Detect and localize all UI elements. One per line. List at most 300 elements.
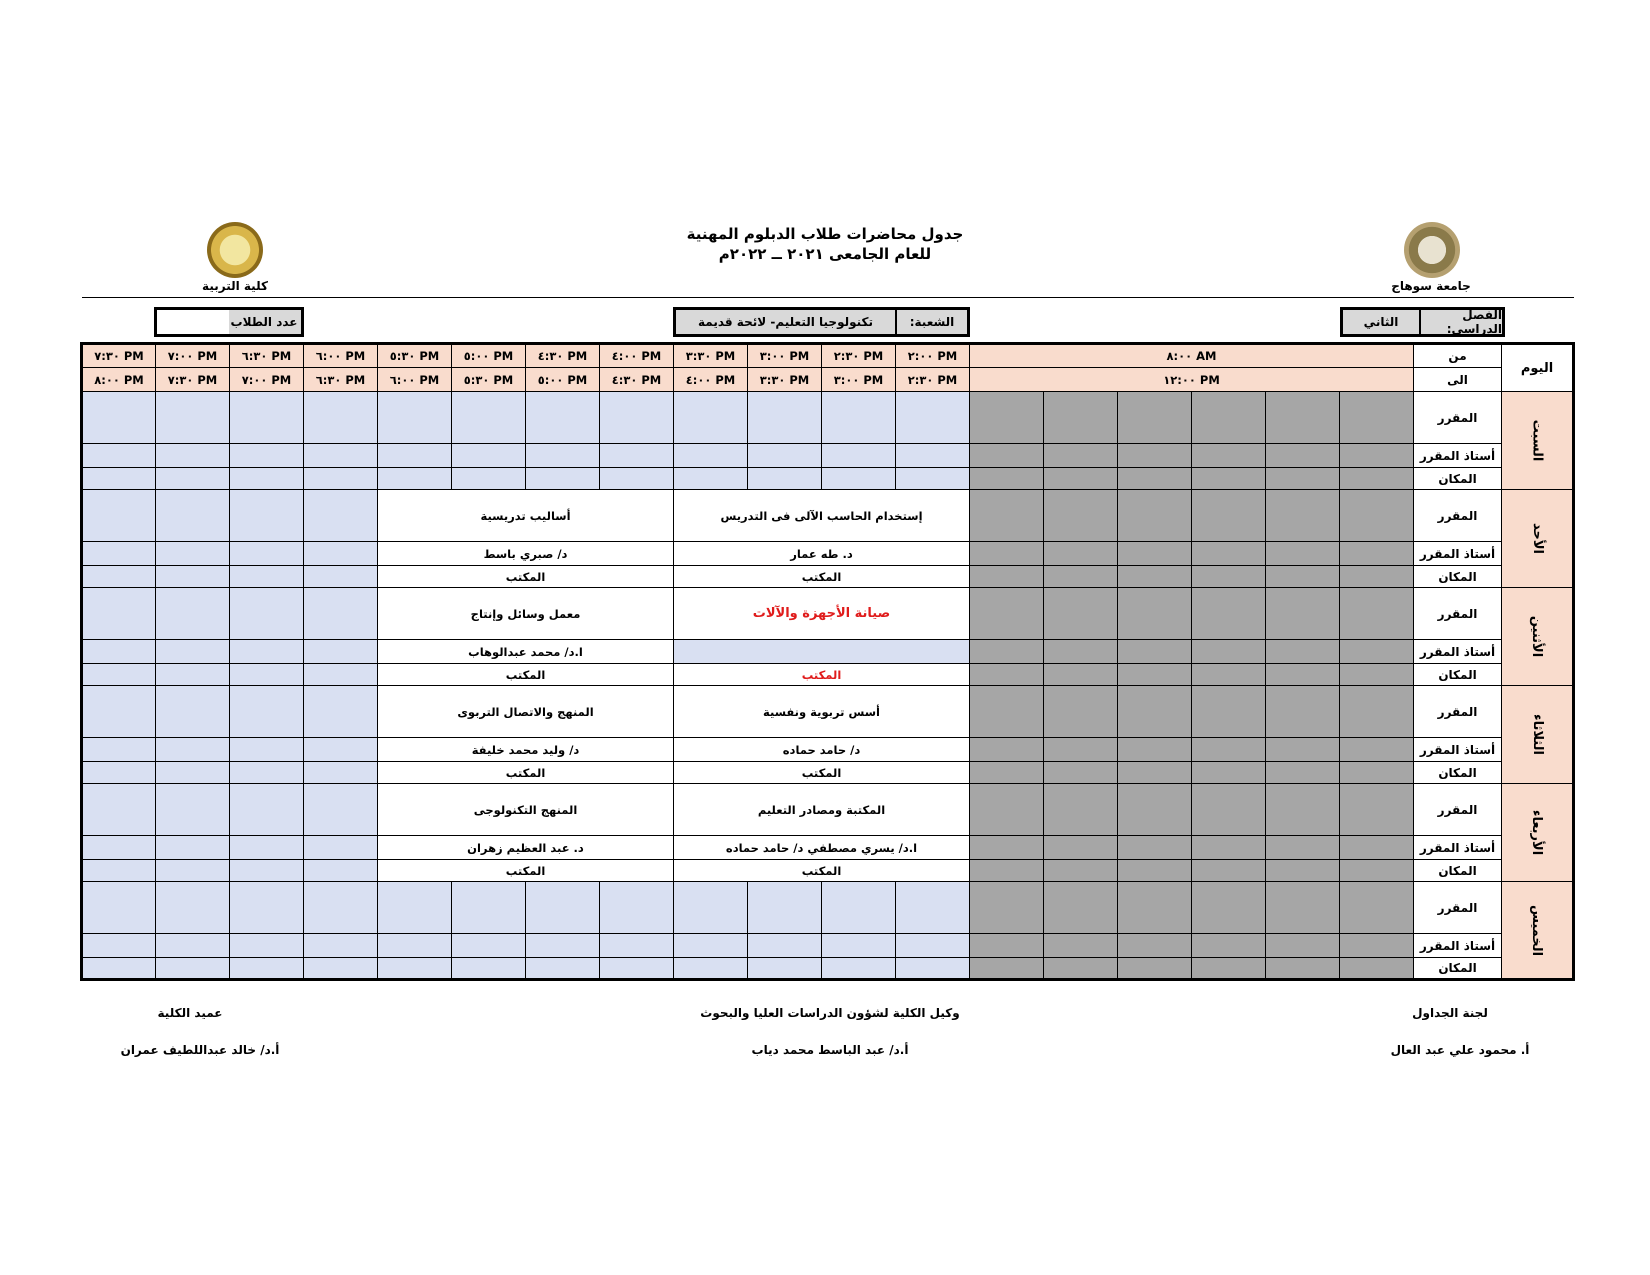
morning-slot	[1192, 444, 1266, 468]
row-label-course: المقرر	[1414, 784, 1502, 836]
morning-slot	[1266, 860, 1340, 882]
branch-value: تكنولوجيا التعليم- لائحة قديمة	[676, 310, 895, 334]
morning-slot	[1340, 468, 1414, 490]
semester-value: الثاني	[1343, 310, 1419, 334]
committee-name: أ. محمود علي عبد العال	[1390, 1043, 1530, 1057]
day-header: اليوم	[1502, 344, 1574, 392]
morning-slot	[1192, 882, 1266, 934]
empty-slot	[230, 860, 304, 882]
empty-slot	[378, 392, 452, 444]
morning-slot	[1118, 738, 1192, 762]
empty-slot	[452, 882, 526, 934]
time-slot-from: ٦:٣٠ PM	[230, 344, 304, 368]
morning-slot	[1044, 640, 1118, 664]
time-slot-from: ٥:٣٠ PM	[378, 344, 452, 368]
empty-slot	[748, 468, 822, 490]
morning-slot	[1266, 738, 1340, 762]
empty-slot	[156, 490, 230, 542]
morning-slot	[1340, 640, 1414, 664]
time-slot-from: ٢:٣٠ PM	[822, 344, 896, 368]
morning-slot	[970, 664, 1044, 686]
empty-slot	[82, 392, 156, 444]
morning-slot	[1192, 738, 1266, 762]
course-block-teacher: ا.د/ محمد عبدالوهاب	[378, 640, 674, 664]
morning-slot	[1340, 566, 1414, 588]
course-block-course: إستخدام الحاسب الآلى فى التدريس	[674, 490, 970, 542]
empty-slot	[230, 468, 304, 490]
day-name-text: السبت	[1529, 419, 1545, 462]
empty-slot	[452, 958, 526, 980]
row-label-teacher: أستاذ المقرر	[1414, 444, 1502, 468]
course-block-place: المكتب	[674, 664, 970, 686]
morning-slot	[970, 958, 1044, 980]
empty-slot	[156, 738, 230, 762]
morning-slot	[1044, 566, 1118, 588]
course-block-course: المنهج والاتصال التربوى	[378, 686, 674, 738]
empty-slot	[82, 588, 156, 640]
morning-slot	[1192, 566, 1266, 588]
morning-slot	[1340, 958, 1414, 980]
empty-slot	[82, 566, 156, 588]
morning-slot	[1266, 588, 1340, 640]
empty-slot	[82, 784, 156, 836]
morning-slot	[1266, 468, 1340, 490]
morning-slot	[1118, 836, 1192, 860]
empty-slot	[304, 542, 378, 566]
branch-label: الشعبة:	[895, 310, 967, 334]
row-label-place: المكان	[1414, 958, 1502, 980]
empty-slot	[822, 392, 896, 444]
empty-slot	[156, 542, 230, 566]
empty-slot	[82, 468, 156, 490]
schedule-title	[600, 224, 1050, 264]
faculty-label: كلية التربية	[202, 279, 268, 293]
empty-slot	[82, 836, 156, 860]
course-block-teacher: ا.د/ يسري مصطفي د/ حامد حماده	[674, 836, 970, 860]
morning-slot	[1192, 762, 1266, 784]
morning-slot	[970, 836, 1044, 860]
morning-slot	[970, 588, 1044, 640]
empty-slot	[526, 444, 600, 468]
dean-title: عميد الكلية	[157, 1006, 223, 1020]
morning-slot	[1044, 958, 1118, 980]
morning-slot	[1340, 836, 1414, 860]
empty-slot	[82, 860, 156, 882]
morning-slot	[1266, 490, 1340, 542]
morning-slot	[1118, 686, 1192, 738]
morning-slot	[1340, 490, 1414, 542]
morning-slot	[970, 784, 1044, 836]
time-slot-from: ٣:٠٠ PM	[748, 344, 822, 368]
empty-slot	[600, 468, 674, 490]
time-slot-to: ٥:٠٠ PM	[526, 368, 600, 392]
empty-slot	[674, 934, 748, 958]
row-label-teacher: أستاذ المقرر	[1414, 640, 1502, 664]
university-label: جامعة سوهاج	[1391, 279, 1471, 293]
row-label-teacher: أستاذ المقرر	[1414, 934, 1502, 958]
empty-slot	[82, 934, 156, 958]
time-slot-to: ٦:٣٠ PM	[304, 368, 378, 392]
empty-slot	[156, 934, 230, 958]
empty-slot	[526, 392, 600, 444]
empty-slot	[896, 882, 970, 934]
empty-slot	[304, 468, 378, 490]
day-name	[1502, 784, 1574, 882]
course-block-teacher	[674, 640, 970, 664]
empty-slot	[230, 542, 304, 566]
morning-slot	[1192, 392, 1266, 444]
morning-slot	[1192, 784, 1266, 836]
morning-slot	[1118, 934, 1192, 958]
morning-slot	[1266, 784, 1340, 836]
time-slot-to: ٣:٠٠ PM	[822, 368, 896, 392]
morning-slot	[1118, 762, 1192, 784]
morning-slot	[970, 882, 1044, 934]
time-slot-from: ٧:٣٠ PM	[82, 344, 156, 368]
empty-slot	[156, 882, 230, 934]
empty-slot	[896, 958, 970, 980]
empty-slot	[378, 958, 452, 980]
day-name	[1502, 588, 1574, 686]
header-divider	[82, 297, 1574, 298]
morning-slot	[1118, 664, 1192, 686]
morning-slot	[1118, 392, 1192, 444]
empty-slot	[748, 958, 822, 980]
time-slot-to: ٤:٣٠ PM	[600, 368, 674, 392]
empty-slot	[304, 640, 378, 664]
vice-dean-name: أ.د/ عبد الباسط محمد دياب	[751, 1043, 909, 1057]
empty-slot	[822, 934, 896, 958]
empty-slot	[230, 392, 304, 444]
row-label-course: المقرر	[1414, 686, 1502, 738]
morning-slot	[1266, 444, 1340, 468]
to-label: الى	[1414, 368, 1502, 392]
empty-slot	[378, 444, 452, 468]
morning-slot	[1044, 860, 1118, 882]
morning-slot	[1192, 664, 1266, 686]
course-block-place: المكتب	[674, 860, 970, 882]
time-slot-from: ٥:٠٠ PM	[452, 344, 526, 368]
morning-slot	[1266, 836, 1340, 860]
morning-slot	[1192, 686, 1266, 738]
day-name-text: الثلاثاء	[1529, 714, 1545, 755]
empty-slot	[230, 444, 304, 468]
course-block-place: المكتب	[378, 664, 674, 686]
morning-slot	[1118, 490, 1192, 542]
course-block-course: المكتبة ومصادر التعليم	[674, 784, 970, 836]
empty-slot	[600, 958, 674, 980]
morning-slot	[1044, 588, 1118, 640]
morning-slot	[1340, 934, 1414, 958]
course-block-place: المكتب	[674, 566, 970, 588]
branch-box	[673, 307, 970, 337]
morning-slot	[1118, 542, 1192, 566]
empty-slot	[156, 686, 230, 738]
empty-slot	[452, 934, 526, 958]
empty-slot	[526, 958, 600, 980]
empty-slot	[230, 588, 304, 640]
course-block-teacher: د. عبد العظيم زهران	[378, 836, 674, 860]
morning-slot	[970, 762, 1044, 784]
empty-slot	[82, 664, 156, 686]
morning-slot	[970, 542, 1044, 566]
course-block-teacher: د/ وليد محمد خليفة	[378, 738, 674, 762]
empty-slot	[230, 490, 304, 542]
row-label-course: المقرر	[1414, 490, 1502, 542]
empty-slot	[156, 664, 230, 686]
day-name-text: الأحد	[1529, 522, 1545, 555]
empty-slot	[156, 444, 230, 468]
title-line-1: جدول محاضرات طلاب الدبلوم المهنية	[686, 225, 964, 243]
course-block-place: المكتب	[674, 762, 970, 784]
row-label-course: المقرر	[1414, 882, 1502, 934]
empty-slot	[156, 566, 230, 588]
morning-slot	[1192, 490, 1266, 542]
time-slot-from: ٢:٠٠ PM	[896, 344, 970, 368]
morning-slot	[1044, 738, 1118, 762]
morning-slot	[1118, 784, 1192, 836]
time-slot-to: ٦:٠٠ PM	[378, 368, 452, 392]
empty-slot	[230, 934, 304, 958]
row-label-place: المكان	[1414, 762, 1502, 784]
empty-slot	[452, 444, 526, 468]
empty-slot	[156, 836, 230, 860]
empty-slot	[452, 392, 526, 444]
morning-slot	[970, 392, 1044, 444]
empty-slot	[230, 738, 304, 762]
empty-slot	[822, 468, 896, 490]
empty-slot	[600, 444, 674, 468]
row-label-teacher: أستاذ المقرر	[1414, 836, 1502, 860]
empty-slot	[822, 444, 896, 468]
course-block-course: أسس تربوية ونفسية	[674, 686, 970, 738]
empty-slot	[82, 738, 156, 762]
time-slot-to: ٧:٣٠ PM	[156, 368, 230, 392]
morning-slot	[1044, 664, 1118, 686]
morning-slot	[1044, 762, 1118, 784]
morning-slot	[1118, 444, 1192, 468]
time-slot-from: ٦:٠٠ PM	[304, 344, 378, 368]
from-label: من	[1414, 344, 1502, 368]
empty-slot	[304, 392, 378, 444]
empty-slot	[230, 882, 304, 934]
empty-slot	[526, 468, 600, 490]
morning-slot	[1192, 836, 1266, 860]
day-name-text: الأثنين	[1529, 615, 1545, 658]
dean-name: أ.د/ خالد عبداللطيف عمران	[120, 1043, 280, 1057]
empty-slot	[304, 784, 378, 836]
morning-slot	[1118, 860, 1192, 882]
empty-slot	[748, 444, 822, 468]
morning-slot	[1044, 490, 1118, 542]
course-block-place: المكتب	[378, 860, 674, 882]
empty-slot	[82, 640, 156, 664]
morning-slot	[970, 566, 1044, 588]
morning-slot	[1192, 588, 1266, 640]
morning-slot	[1118, 882, 1192, 934]
empty-slot	[230, 958, 304, 980]
morning-slot	[1340, 738, 1414, 762]
day-name	[1502, 882, 1574, 980]
empty-slot	[304, 836, 378, 860]
empty-slot	[674, 392, 748, 444]
empty-slot	[304, 664, 378, 686]
morning-slot	[1192, 468, 1266, 490]
empty-slot	[600, 934, 674, 958]
empty-slot	[156, 958, 230, 980]
empty-slot	[674, 882, 748, 934]
morning-slot	[1266, 686, 1340, 738]
empty-slot	[82, 762, 156, 784]
morning-slot	[1266, 762, 1340, 784]
empty-slot	[304, 686, 378, 738]
morning-slot	[1266, 542, 1340, 566]
semester-box	[1340, 307, 1505, 337]
morning-slot	[1266, 640, 1340, 664]
empty-slot	[822, 882, 896, 934]
morning-slot	[1044, 882, 1118, 934]
empty-slot	[304, 882, 378, 934]
empty-slot	[896, 392, 970, 444]
schedule-table	[80, 342, 1575, 981]
morning-slot	[1192, 958, 1266, 980]
course-block-course: معمل وسائل وإنتاج	[378, 588, 674, 640]
vice-dean-title: وكيل الكلية لشؤون الدراسات العليا والبحوث	[700, 1006, 960, 1020]
empty-slot	[896, 444, 970, 468]
empty-slot	[230, 784, 304, 836]
morning-slot	[970, 444, 1044, 468]
morning-slot	[1340, 588, 1414, 640]
time-slot-to: ٢:٣٠ PM	[896, 368, 970, 392]
committee-title: لجنة الجداول	[1412, 1006, 1488, 1020]
empty-slot	[304, 958, 378, 980]
morning-slot	[1192, 542, 1266, 566]
morning-slot	[1340, 542, 1414, 566]
course-block-course: صيانة الأجهزة والآلات	[674, 588, 970, 640]
empty-slot	[304, 444, 378, 468]
morning-from: ٨:٠٠ AM	[970, 344, 1414, 368]
empty-slot	[304, 738, 378, 762]
row-label-place: المكان	[1414, 664, 1502, 686]
morning-slot	[1044, 836, 1118, 860]
course-block-place: المكتب	[378, 762, 674, 784]
morning-slot	[970, 468, 1044, 490]
time-slot-from: ٤:٣٠ PM	[526, 344, 600, 368]
course-block-course: المنهج التكنولوجى	[378, 784, 674, 836]
row-label-course: المقرر	[1414, 588, 1502, 640]
empty-slot	[82, 490, 156, 542]
empty-slot	[156, 468, 230, 490]
morning-slot	[1266, 958, 1340, 980]
faculty-logo-icon	[207, 222, 263, 278]
time-slot-from: ٤:٠٠ PM	[600, 344, 674, 368]
morning-slot	[1266, 934, 1340, 958]
time-slot-to: ٣:٣٠ PM	[748, 368, 822, 392]
morning-slot	[970, 738, 1044, 762]
morning-slot	[1266, 392, 1340, 444]
morning-slot	[1118, 588, 1192, 640]
students-count-box	[154, 307, 304, 337]
morning-slot	[1340, 762, 1414, 784]
empty-slot	[822, 958, 896, 980]
empty-slot	[156, 762, 230, 784]
title-line-2: للعام الجامعى ٢٠٢١ ــ ٢٠٢٢م	[718, 245, 932, 263]
students-label: عدد الطلاب	[225, 310, 301, 334]
morning-slot	[970, 640, 1044, 664]
empty-slot	[896, 934, 970, 958]
empty-slot	[674, 468, 748, 490]
students-value	[157, 310, 229, 334]
empty-slot	[378, 934, 452, 958]
empty-slot	[526, 934, 600, 958]
empty-slot	[82, 686, 156, 738]
empty-slot	[304, 860, 378, 882]
morning-slot	[1266, 566, 1340, 588]
morning-slot	[1118, 640, 1192, 664]
empty-slot	[82, 542, 156, 566]
empty-slot	[896, 468, 970, 490]
morning-slot	[1340, 444, 1414, 468]
time-slot-to: ٤:٠٠ PM	[674, 368, 748, 392]
time-slot-to: ٨:٠٠ PM	[82, 368, 156, 392]
time-slot-to: ٧:٠٠ PM	[230, 368, 304, 392]
morning-slot	[1044, 934, 1118, 958]
university-logo-icon	[1404, 222, 1460, 278]
empty-slot	[156, 860, 230, 882]
morning-slot	[1266, 664, 1340, 686]
empty-slot	[748, 934, 822, 958]
morning-slot	[1044, 392, 1118, 444]
empty-slot	[600, 392, 674, 444]
empty-slot	[82, 882, 156, 934]
empty-slot	[304, 934, 378, 958]
morning-slot	[1118, 468, 1192, 490]
empty-slot	[230, 664, 304, 686]
row-label-place: المكان	[1414, 566, 1502, 588]
row-label-teacher: أستاذ المقرر	[1414, 738, 1502, 762]
course-block-teacher: د. طه عمار	[674, 542, 970, 566]
morning-slot	[970, 686, 1044, 738]
morning-slot	[1266, 882, 1340, 934]
morning-slot	[1340, 392, 1414, 444]
empty-slot	[82, 958, 156, 980]
empty-slot	[526, 882, 600, 934]
morning-slot	[970, 934, 1044, 958]
day-name	[1502, 392, 1574, 490]
time-slot-from: ٧:٠٠ PM	[156, 344, 230, 368]
morning-to: ١٢:٠٠ PM	[970, 368, 1414, 392]
morning-slot	[1044, 784, 1118, 836]
empty-slot	[156, 392, 230, 444]
morning-slot	[1044, 468, 1118, 490]
empty-slot	[156, 640, 230, 664]
time-slot-from: ٣:٣٠ PM	[674, 344, 748, 368]
morning-slot	[1118, 958, 1192, 980]
course-block-teacher: د/ صبري باسط	[378, 542, 674, 566]
morning-slot	[1340, 784, 1414, 836]
empty-slot	[230, 640, 304, 664]
course-block-teacher: د/ حامد حماده	[674, 738, 970, 762]
morning-slot	[1044, 444, 1118, 468]
empty-slot	[230, 836, 304, 860]
empty-slot	[230, 686, 304, 738]
empty-slot	[748, 882, 822, 934]
morning-slot	[1340, 664, 1414, 686]
empty-slot	[230, 566, 304, 588]
empty-slot	[304, 490, 378, 542]
day-name-text: الأربعاء	[1529, 809, 1545, 856]
day-name	[1502, 490, 1574, 588]
